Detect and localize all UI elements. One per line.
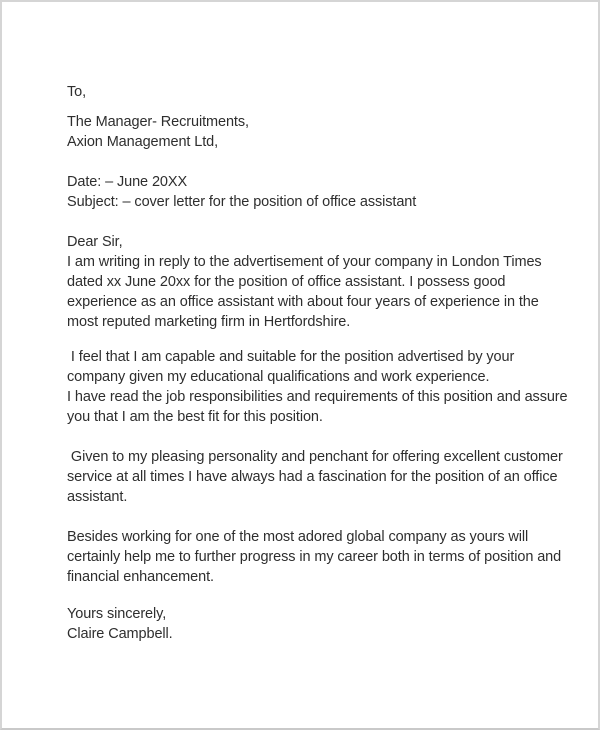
letter-line: I feel that I am capable and suitable for the position advertised by your (67, 349, 515, 365)
salutation-line: Dear Sir, (67, 234, 123, 250)
letter-line: To, (67, 84, 87, 100)
paragraph-closing (67, 604, 546, 644)
date-line: Date: – June 20XX (67, 174, 188, 190)
signature-name: Claire Campbell. (67, 626, 173, 642)
letter-line: most reputed marketing firm in Hertfordshire. (67, 314, 351, 330)
letter-line: company given my educational qualifications and work experience. (67, 369, 490, 385)
closing-line: Yours sincerely, (67, 606, 167, 622)
letter-line: experience as an office assistant with about four years of experience in the (67, 294, 539, 310)
letter-line: assistant. (67, 489, 128, 505)
letter-line: service at all times I have always had a fascination for the position of an office (67, 469, 558, 485)
paragraph-address-to (67, 82, 546, 102)
letter-line: Given to my pleasing personality and penchant for offering excellent customer (67, 449, 563, 465)
letter-line: I have read the job responsibilities and requirements of this position and assure (67, 389, 568, 405)
letter-line: Axion Management Ltd, (67, 134, 219, 150)
letter-line: I am writing in reply to the advertisement of your company in London Times (67, 254, 542, 270)
letter-line: dated xx June 20xx for the position of office assistant. I possess good (67, 274, 506, 290)
paragraph-recipient (67, 112, 546, 152)
subject-line: Subject: – cover letter for the position of office assistant (67, 194, 417, 210)
paragraph-body-3 (67, 447, 563, 507)
letter-line: Besides working for one of the most adored global company as yours will (67, 529, 529, 545)
paragraph-body-1 (67, 232, 546, 332)
letter-line: The Manager- Recruitments, (67, 114, 249, 130)
letter-body (67, 82, 568, 644)
paragraph-body-2 (67, 347, 568, 427)
letter-line: financial enhancement. (67, 569, 214, 585)
paragraph-body-4 (67, 527, 562, 587)
paragraph-date-subject (67, 172, 546, 212)
letter-line: certainly help me to further progress in my career both in terms of position and (67, 549, 562, 565)
letter-line: you that I am the best fit for this position. (67, 409, 323, 425)
